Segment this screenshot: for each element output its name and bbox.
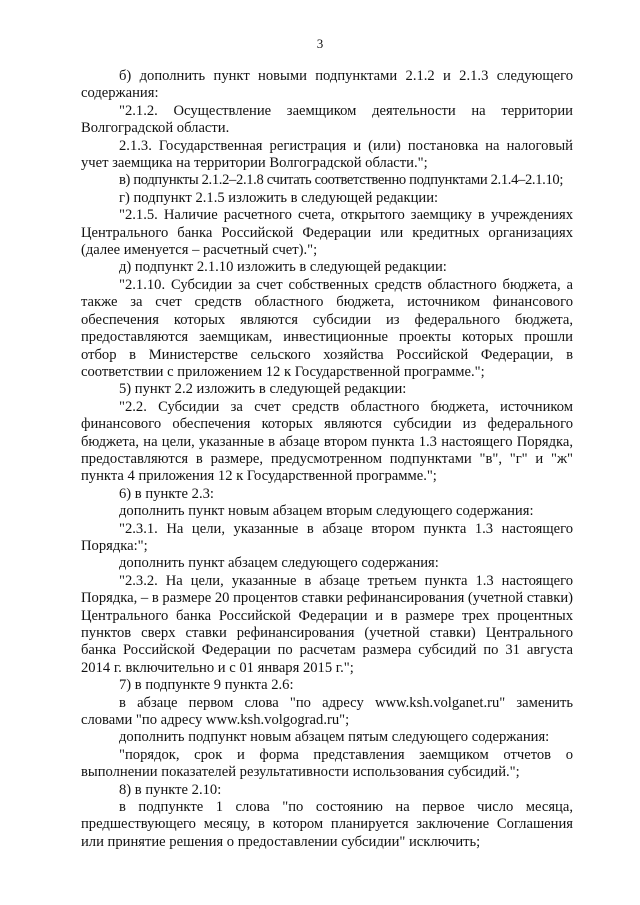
paragraph: "порядок, срок и форма представления заемщиком отчетов о выполнении показателей результативности использования субсидий."; — [81, 746, 573, 781]
paragraph: д) подпункт 2.1.10 изложить в следующей редакции: — [119, 259, 447, 276]
paragraph: дополнить подпункт новым абзацем пятым следующего содержания: — [119, 729, 550, 746]
paragraph: "2.2. Субсидии за счет средств областного бюджета, источником финансового обеспечения которых являются субсидии из федерального бюджета, на цели, указанные в абзаце втором пункта 1.3 настоящего Порядка, предоставляются в размере, предусмотренном подпунктами "в", "г" и "ж" пункта 4 приложения 12 к Государственной программе."; — [81, 398, 573, 485]
paragraph: дополнить пункт новым абзацем вторым следующего содержания: — [119, 503, 534, 520]
paragraph: 8) в пункте 2.10: — [119, 781, 222, 798]
paragraph: "2.1.10. Субсидии за счет собственных средств областного бюджета, а также за счет средств областного бюджета, источником финансового обеспечения которых являются субсидии из федерального бюджета, предоставляются заемщикам, инвестиционные проекты которых прошли отбор в Министерстве сельского хозяйства Российской Федерации, в соответствии с приложением 12 к Государственной программе."; — [81, 276, 573, 380]
paragraph: 7) в подпункте 9 пункта 2.6: — [119, 677, 294, 694]
document-body — [81, 68, 573, 851]
paragraph: 5) пункт 2.2 изложить в следующей редакции: — [119, 381, 407, 398]
paragraph: "2.3.1. На цели, указанные в абзаце втором пункта 1.3 настоящего Порядка:"; — [81, 520, 573, 554]
paragraph: г) подпункт 2.1.5 изложить в следующей редакции: — [119, 189, 439, 206]
paragraph: "2.1.2. Осуществление заемщиком деятельности на территории Волгоградской области. — [81, 102, 573, 137]
paragraph: б) дополнить пункт новыми подпунктами 2.1.2 и 2.1.3 следующего содержания: — [81, 68, 573, 102]
page-number: 3 — [316, 36, 324, 51]
paragraph: 2.1.3. Государственная регистрация и (или) постановка на налоговый учет заемщика на территории Волгоградской области."; — [81, 137, 573, 172]
paragraph: 6) в пункте 2.3: — [119, 485, 214, 502]
paragraph: в подпункте 1 слова "по состоянию на первое число месяца, предшествующего месяцу, в котором планируется заключение Соглашения или принятие решения о предоставлении субсидии" исключить; — [81, 799, 573, 850]
paragraph: "2.3.2. На цели, указанные в абзаце третьем пункта 1.3 настоящего Порядка, – в размере 20 процентов ставки рефинансирования (учетной ставки) Центрального банка Российской Федерации и в размере трех процентных пунктов сверх ставки рефинансирования (учетной ставки) Центрального банка Российской Федерации по расчетам размера субсидий по 31 августа 2014 г. включительно и с 01 января 2015 г."; — [81, 572, 574, 676]
paragraph: в) подпункты 2.1.2–2.1.8 считать соответственно подпунктами 2.1.4–2.1.10; — [119, 172, 564, 189]
paragraph: "2.1.5. Наличие расчетного счета, открытого заемщику в учреждениях Центрального банка Российской Федерации или кредитных организациях (далее именуется – расчетный счет)."; — [81, 207, 573, 259]
paragraph: дополнить пункт абзацем следующего содержания: — [119, 555, 439, 572]
paragraph: в абзаце первом слова "по адресу www.ksh.volganet.ru" заменить словами "по адресу www.ksh.volgograd.ru"; — [81, 694, 573, 729]
